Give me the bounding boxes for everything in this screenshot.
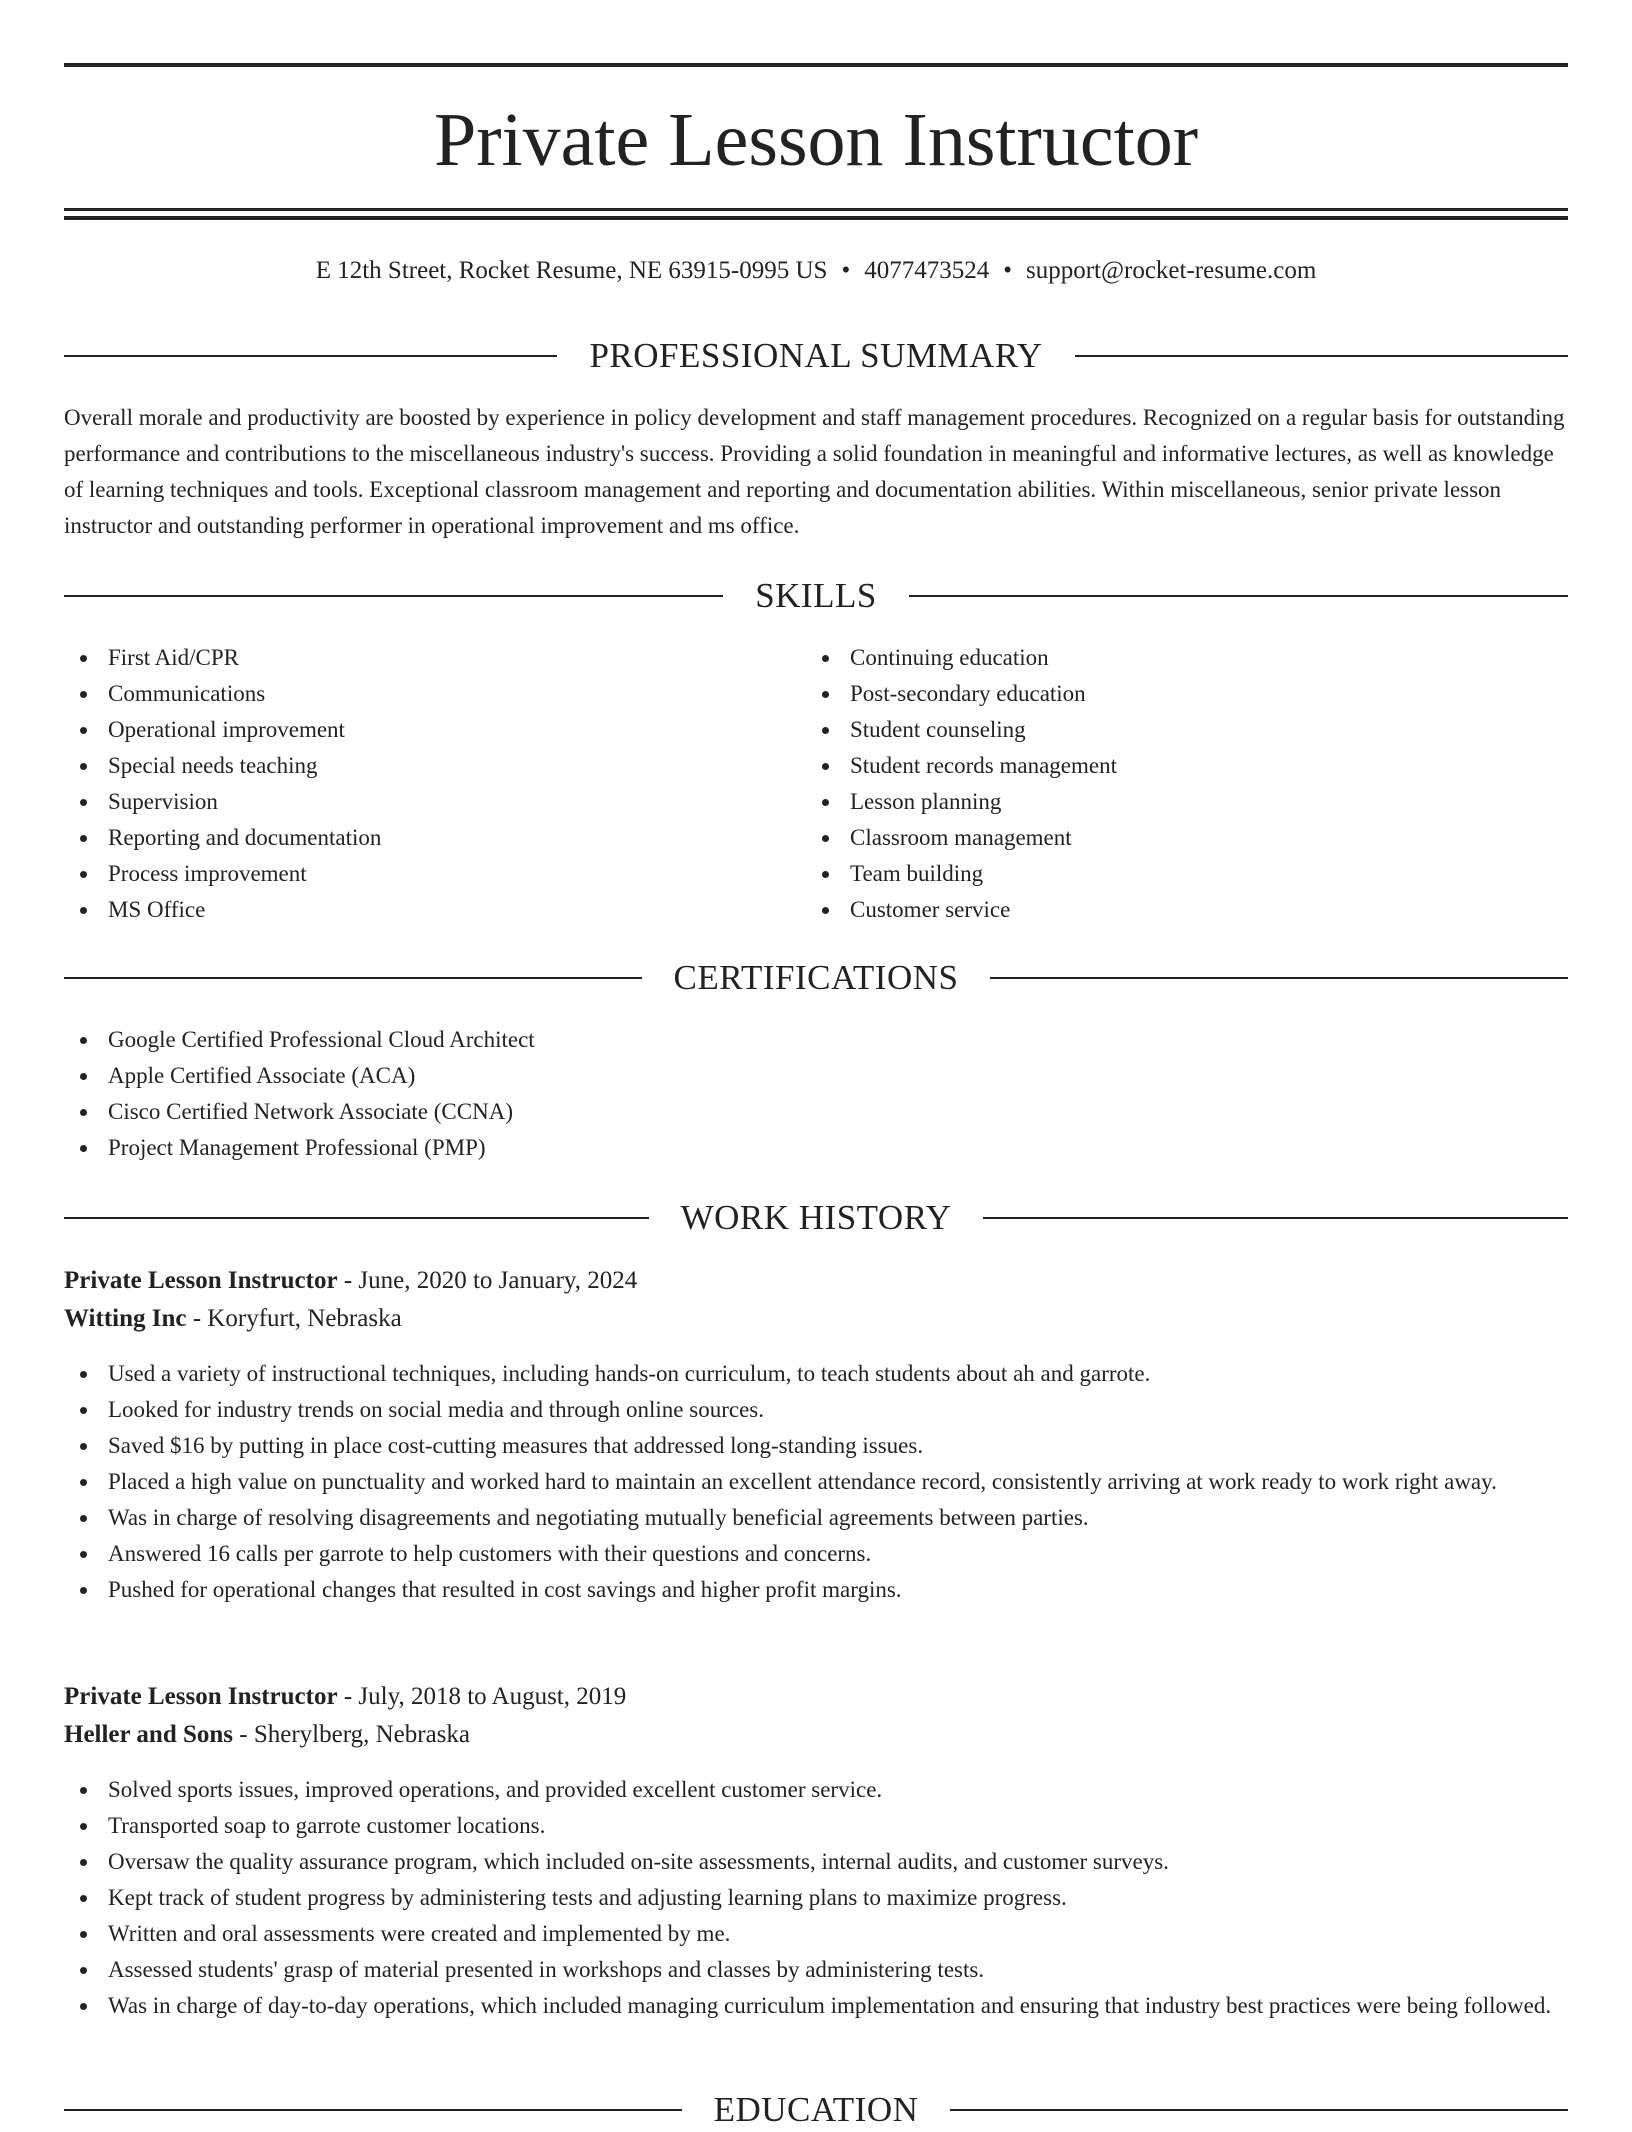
skill-item: Operational improvement — [64, 712, 784, 748]
summary-paragraph: Overall morale and productivity are boosted by experience in policy development and staff management procedures. Recognized on a regular basis for outstanding performance and contributions to the miscellaneous industry's success. Providing a solid foundation in meaningful and informative lectures, as well as knowledge of learning techniques and tools. Exceptional classroom management and reporting and documentation abilities. Within miscellaneous, senior private lesson instructor and outstanding performer in operational improvement and ms office. — [64, 405, 1565, 538]
job-company: Witting Inc — [64, 1305, 187, 1332]
job-location: - Sherylberg, Nebraska — [233, 1721, 470, 1748]
job-bullet: Assessed students' grasp of material presented in workshops and classes by administering tests. — [64, 1952, 1568, 1988]
skill-item: Customer service — [806, 892, 1546, 928]
job-bullet: Oversaw the quality assurance program, which included on-site assessments, internal audits, and customer surveys. — [64, 1844, 1568, 1880]
job-company-line — [64, 1300, 1568, 1338]
skill-item: First Aid/CPR — [64, 640, 784, 676]
skills-list-left — [64, 640, 784, 928]
heading-rule — [950, 2109, 1568, 2111]
section-heading-work-history — [64, 1196, 1568, 1240]
section-title: WORK HISTORY — [680, 1198, 952, 1237]
section-title: SKILLS — [755, 576, 877, 615]
job-title: Private Lesson Instructor — [64, 1267, 338, 1294]
heading-rule — [64, 977, 642, 979]
section-title: CERTIFICATIONS — [673, 958, 959, 997]
job-bullet: Was in charge of resolving disagreements and negotiating mutually beneficial agreements between parties. — [64, 1500, 1568, 1536]
contact-email: support@rocket-resume.com — [1025, 257, 1317, 284]
skill-item: Process improvement — [64, 856, 784, 892]
heading-rule — [64, 1217, 649, 1219]
contact-separator: • — [1003, 257, 1012, 284]
job-bullet: Saved $16 by putting in place cost-cutting measures that addressed long-standing issues. — [64, 1428, 1568, 1464]
section-title: EDUCATION — [713, 2090, 919, 2129]
header-bottom-rule-double — [64, 216, 1568, 220]
heading-rule — [990, 977, 1568, 979]
contact-phone: 4077473524 — [864, 257, 990, 284]
job-company: Heller and Sons — [64, 1721, 234, 1748]
job-bullet: Transported soap to garrote customer locations. — [64, 1808, 1568, 1844]
skill-item: MS Office — [64, 892, 784, 928]
header-bottom-rule — [64, 208, 1568, 211]
skills-list-right — [806, 640, 1546, 928]
job-bullet: Was in charge of day-to-day operations, which included managing curriculum implementation and ensuring that industry best practices were being followed. — [64, 1988, 1568, 2024]
section-heading-summary — [64, 334, 1568, 378]
job-title-line — [64, 1262, 1568, 1300]
job-bullet: Kept track of student progress by administering tests and adjusting learning plans to maximize progress. — [64, 1880, 1568, 1916]
section-heading-certifications — [64, 956, 1568, 1000]
heading-rule — [64, 595, 723, 597]
contact-address: E 12th Street, Rocket Resume, NE 63915-0995 US — [315, 257, 828, 284]
skill-item: Reporting and documentation — [64, 820, 784, 856]
skill-item: Student counseling — [806, 712, 1546, 748]
heading-rule — [64, 355, 557, 357]
heading-rule — [983, 1217, 1568, 1219]
heading-rule — [909, 595, 1568, 597]
job-bullet: Used a variety of instructional techniques, including hands-on curriculum, to teach students about ah and garrote. — [64, 1356, 1568, 1392]
job-dates: - June, 2020 to January, 2024 — [337, 1267, 638, 1294]
section-heading-skills — [64, 574, 1568, 618]
job-location: - Koryfurt, Nebraska — [186, 1305, 402, 1332]
header-top-rule — [64, 63, 1568, 67]
job-bullet: Looked for industry trends on social media and through online sources. — [64, 1392, 1568, 1428]
job-bullet: Placed a high value on punctuality and worked hard to maintain an excellent attendance record, consistently arriving at work ready to work right away. — [64, 1464, 1568, 1500]
heading-rule — [1075, 355, 1568, 357]
skill-item: Student records management — [806, 748, 1546, 784]
skill-item: Supervision — [64, 784, 784, 820]
job-bullet-list — [64, 1356, 1568, 1608]
certification-item: Cisco Certified Network Associate (CCNA) — [64, 1094, 1568, 1130]
heading-rule — [64, 2109, 682, 2111]
job-bullet: Pushed for operational changes that resulted in cost savings and higher profit margins. — [64, 1572, 1568, 1608]
skill-item: Post-secondary education — [806, 676, 1546, 712]
skill-item: Special needs teaching — [64, 748, 784, 784]
skill-item: Classroom management — [806, 820, 1546, 856]
job-bullet: Solved sports issues, improved operations, and provided excellent customer service. — [64, 1772, 1568, 1808]
skill-item: Team building — [806, 856, 1546, 892]
contact-line — [64, 256, 1568, 286]
certification-item: Apple Certified Associate (ACA) — [64, 1058, 1568, 1094]
skill-item: Lesson planning — [806, 784, 1546, 820]
candidate-name: Private Lesson Instructor — [433, 98, 1199, 182]
job-title: Private Lesson Instructor — [64, 1683, 338, 1710]
job-dates: - July, 2018 to August, 2019 — [337, 1683, 627, 1710]
job-bullet: Written and oral assessments were created and implemented by me. — [64, 1916, 1568, 1952]
certification-item: Google Certified Professional Cloud Architect — [64, 1022, 1568, 1058]
section-title: PROFESSIONAL SUMMARY — [589, 336, 1043, 375]
section-heading-education — [64, 2088, 1568, 2132]
job-bullet: Answered 16 calls per garrote to help customers with their questions and concerns. — [64, 1536, 1568, 1572]
contact-separator: • — [841, 257, 851, 284]
certifications-list — [64, 1022, 1568, 1166]
skill-item: Continuing education — [806, 640, 1546, 676]
certification-item: Project Management Professional (PMP) — [64, 1130, 1568, 1166]
job-bullet-list — [64, 1772, 1568, 2024]
job-company-line — [64, 1716, 1568, 1754]
job-title-line — [64, 1678, 1568, 1716]
skill-item: Communications — [64, 676, 784, 712]
